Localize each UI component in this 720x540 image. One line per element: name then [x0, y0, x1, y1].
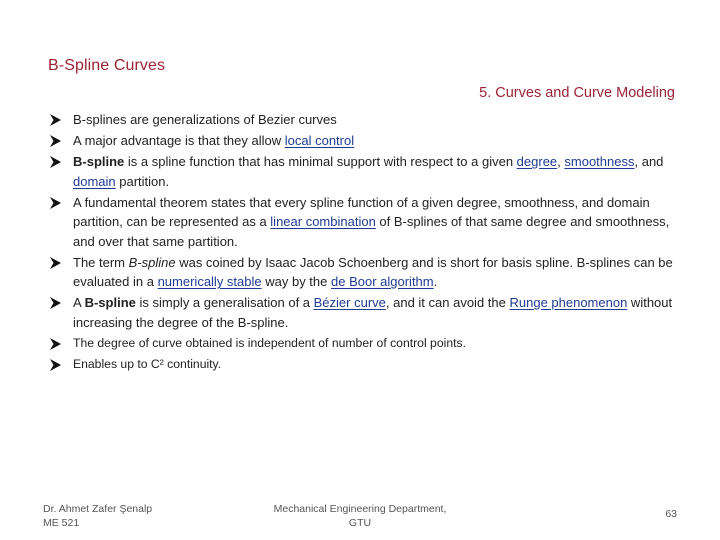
footer-author — [43, 502, 152, 530]
slide-title: B-Spline Curves — [48, 57, 166, 74]
term-link[interactable]: Bézier curve — [313, 295, 386, 310]
bullet-text: A fundamental theorem states that every spline function of a given degree, smoothness, and domain partition, can be represented as a — [73, 194, 650, 229]
course-code: ME 521 — [43, 517, 80, 529]
department-line-2: GTU — [348, 517, 372, 529]
bold-term: B-spline — [73, 154, 125, 169]
bullet-text: was coined by Isaac Jacob Schoenberg and is short for basis spline. B-splines can be evaluated in a — [73, 254, 673, 289]
term-link[interactable]: degree — [516, 154, 558, 169]
author-name: Dr. Ahmet Zafer Şenalp — [43, 503, 153, 515]
bullet-item — [48, 152, 688, 191]
bullet-item — [48, 355, 688, 375]
bullet-item — [48, 253, 688, 292]
bullet-item — [48, 131, 688, 151]
bullet-text: of B-splines of that same degree and smoothness, and over that same partition. — [73, 214, 670, 249]
arrow-bullet-icon — [49, 114, 62, 126]
term-link[interactable]: Runge phenomenon — [509, 295, 628, 310]
bullet-text: without increasing the degree of the B-spline. — [73, 295, 673, 330]
bullet-text: partition. — [115, 173, 170, 189]
department-line-1: Mechanical Engineering Department, — [273, 503, 447, 515]
arrow-bullet-icon — [49, 359, 62, 371]
term-link[interactable]: smoothness — [564, 154, 635, 169]
bullet-item — [48, 334, 688, 354]
bullet-item — [48, 193, 688, 252]
bullet-list — [48, 110, 688, 376]
bullet-text: A major advantage is that they allow — [73, 133, 285, 148]
term-link[interactable]: local control — [284, 133, 355, 148]
bold-term: B-spline — [84, 295, 136, 310]
bullet-text: , — [557, 154, 565, 169]
bullet-text: way by the — [261, 274, 331, 289]
section-title: 5. Curves and Curve Modeling — [479, 85, 675, 101]
bullet-text: is simply a generalisation of a — [135, 295, 314, 310]
arrow-bullet-icon — [49, 197, 62, 209]
bullet-text: A — [73, 295, 85, 310]
bullet-item — [48, 110, 688, 130]
bullet-text: , and it can avoid the — [385, 295, 510, 310]
bullet-text: is a spline function that has minimal support with respect to a given — [124, 154, 517, 169]
arrow-bullet-icon — [49, 257, 62, 269]
arrow-bullet-icon — [49, 338, 62, 350]
bullet-text: The term — [73, 254, 129, 270]
bullet-item — [48, 293, 688, 332]
page-number: 63 — [665, 508, 677, 520]
bullet-text: Enables up to C² continuity. — [73, 356, 222, 371]
arrow-bullet-icon — [49, 297, 62, 309]
bullet-text: B-splines are generalizations of Bezier curves — [73, 112, 337, 127]
term-link[interactable]: de Boor algorithm — [331, 274, 434, 289]
bullet-text: , and — [634, 154, 664, 169]
term-link[interactable]: numerically stable — [157, 274, 262, 289]
term-link[interactable]: domain — [73, 173, 116, 189]
arrow-bullet-icon — [49, 156, 62, 168]
bullet-text: . — [433, 274, 438, 289]
arrow-bullet-icon — [49, 135, 62, 147]
italic-term: B-spline — [128, 254, 176, 270]
footer-department — [255, 502, 465, 530]
term-link[interactable]: linear combination — [270, 214, 376, 229]
bullet-text: The degree of curve obtained is independent of number of control points. — [73, 335, 466, 350]
